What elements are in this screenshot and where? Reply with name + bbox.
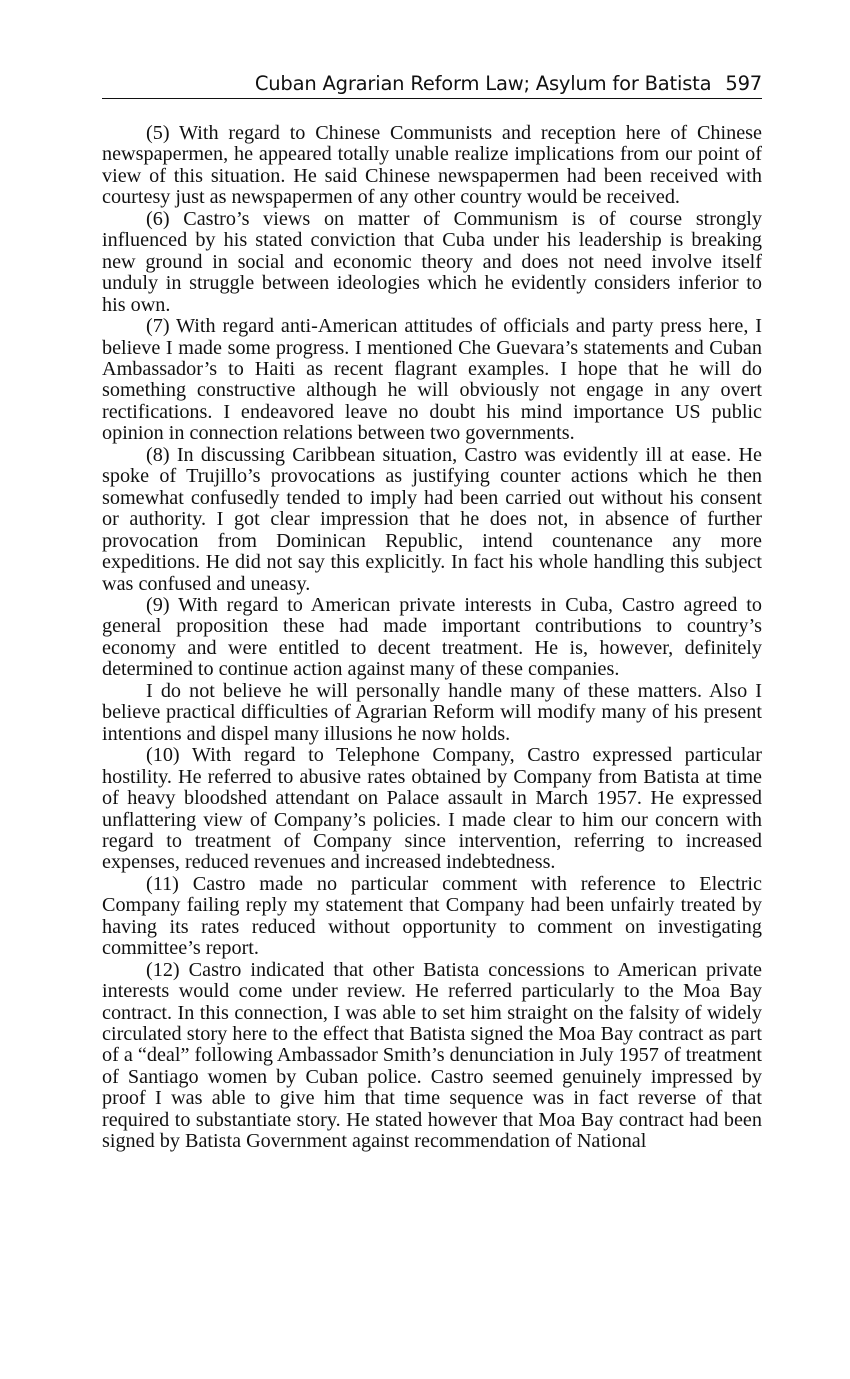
page-number: 597 bbox=[725, 72, 762, 95]
document-page bbox=[102, 70, 762, 1153]
paragraph-12-moa-bay: (12) Castro indicated that other Batista concessions to American private interests would come under review. He referred particularly to the Moa Bay contract. In this connection, I was able to set him straight on the falsity of widely circulated story here to the effect that Batista signed the Moa Bay contract as part of a “deal” following Ambassador Smith’s denunciation in July 1957 of treatment of Santiago women by Cuban police. Castro seemed genuinely impressed by proof I was able to give him that time sequence was in fact reverse of that required to substantiate story. He stated however that Moa Bay contract had been signed by Batista Government against recommendation of National bbox=[102, 958, 762, 1153]
paragraph-11-electric-company: (11) Castro made no particular comment with reference to Electric Company failing reply my statement that Company had been unfairly treated by having its rates reduced without opportunity to comment on investigating committee’s report. bbox=[102, 872, 762, 960]
paragraph-10-telephone-company: (10) With regard to Telephone Company, Castro expressed particular hostility. He referred to abusive rates obtained by Company from Batista at time of heavy bloodshed attendant on Palace assault in March 1957. He expressed unflattering view of Company’s policies. I made clear to him our concern with regard to treatment of Company since intervention, referring to increased expenses, reduced revenues and increased indebtedness. bbox=[102, 744, 762, 874]
running-header-title: Cuban Agrarian Reform Law; Asylum for Batista bbox=[254, 72, 712, 95]
paragraph-6-communism-views: (6) Castro’s views on matter of Communism is of course strongly influenced by his stated conviction that Cuba under his leadership is breaking new ground in social and economic theory and does not need involve itself unduly in struggle between ideologies which he evidently considers inferior to his own. bbox=[102, 207, 762, 316]
paragraph-agrarian-reform: I do not believe he will personally handle many of these matters. Also I believe practical difficulties of Agrarian Reform will modify many of his present intentions and dispel many illusions he now holds. bbox=[102, 679, 762, 745]
running-header bbox=[102, 70, 762, 99]
paragraph-7-anti-american-attitudes: (7) With regard anti-American attitudes of officials and party press here, I believe I made some progress. I mentioned Che Guevara’s statements and Cuban Ambassador’s to Haiti as recent flagrant examples. I hope that he will do something constructive although he will obviously not engage in any overt rectifications. I endeavored leave no doubt his mind importance US public opinion in connection relations between two governments. bbox=[102, 315, 762, 445]
paragraph-5-chinese-communists: (5) With regard to Chinese Communists and reception here of Chinese newspapermen, he appeared totally unable realize implications from our point of view of this situation. He said Chinese newspapermen had been received with courtesy just as newspapermen of any other country would be received. bbox=[102, 122, 762, 209]
paragraph-8-caribbean-situation: (8) In discussing Caribbean situation, Castro was evidently ill at ease. He spoke of Trujillo’s provocations as justifying counter actions which he then somewhat confusedly tended to imply had been carried out without his consent or authority. I got clear impression that he does not, in absence of further provocation from Dominican Republic, intend countenance any more expeditions. He did not say this explicitly. In fact his whole handling this subject was confused and uneasy. bbox=[102, 443, 762, 595]
paragraph-9-private-interests: (9) With regard to American private interests in Cuba, Castro agreed to general proposition these had made important contributions to country’s economy and were entitled to decent treatment. He is, however, definitely determined to continue action against many of these companies. bbox=[102, 593, 762, 681]
body-text bbox=[102, 123, 762, 1153]
